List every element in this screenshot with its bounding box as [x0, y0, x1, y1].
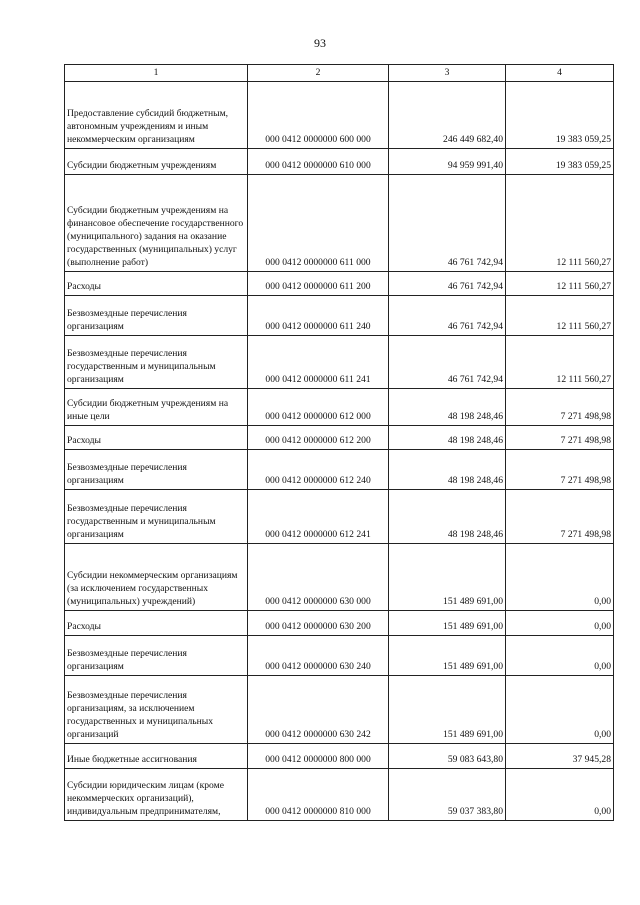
row-value-col4-cell: 12 111 560,27: [506, 296, 614, 336]
row-name-cell: Субсидии бюджетным учреждениям на иные цели: [65, 389, 248, 426]
row-code-cell: 000 0412 0000000 611 000: [248, 175, 389, 272]
row-value-col3-cell: 151 489 691,00: [389, 544, 506, 611]
table-row: [65, 272, 614, 296]
row-value-col4-cell: 12 111 560,27: [506, 272, 614, 296]
table-row: [65, 175, 614, 272]
row-value-col4-cell: 0,00: [506, 676, 614, 744]
row-code-cell: 000 0412 0000000 612 240: [248, 450, 389, 490]
header-row: [65, 65, 614, 82]
row-name-cell: Субсидии юридическим лицам (кроме некоммерческих организаций), индивидуальным предпринимателям,: [65, 769, 248, 821]
row-value-col4-cell: 7 271 498,98: [506, 389, 614, 426]
table-row: [65, 769, 614, 821]
table-row: [65, 389, 614, 426]
row-name-cell: Расходы: [65, 426, 248, 450]
row-code-cell: 000 0412 0000000 612 000: [248, 389, 389, 426]
row-code-cell: 000 0412 0000000 600 000: [248, 82, 389, 149]
row-name-cell: Субсидии некоммерческим организациям (за исключением государственных (муниципальных) учреждений): [65, 544, 248, 611]
table-row: [65, 490, 614, 544]
row-value-col3-cell: 151 489 691,00: [389, 636, 506, 676]
row-name-cell: Иные бюджетные ассигнования: [65, 744, 248, 769]
row-value-col4-cell: 12 111 560,27: [506, 175, 614, 272]
row-value-col3-cell: 59 037 383,80: [389, 769, 506, 821]
table-body: [65, 82, 614, 821]
row-value-col4-cell: 7 271 498,98: [506, 426, 614, 450]
row-value-col3-cell: 151 489 691,00: [389, 676, 506, 744]
table-row: [65, 611, 614, 636]
row-value-col4-cell: 37 945,28: [506, 744, 614, 769]
row-value-col4-cell: 0,00: [506, 611, 614, 636]
table-row: [65, 149, 614, 175]
row-value-col3-cell: 48 198 248,46: [389, 389, 506, 426]
row-name-cell: Безвозмездные перечисления организациям: [65, 450, 248, 490]
table-header: [65, 65, 614, 82]
row-code-cell: 000 0412 0000000 800 000: [248, 744, 389, 769]
table-row: [65, 82, 614, 149]
column-header: 3: [389, 65, 506, 82]
row-code-cell: 000 0412 0000000 611 200: [248, 272, 389, 296]
table-row: [65, 636, 614, 676]
table-row: [65, 450, 614, 490]
row-value-col3-cell: 48 198 248,46: [389, 490, 506, 544]
row-value-col3-cell: 48 198 248,46: [389, 450, 506, 490]
row-name-cell: Безвозмездные перечисления организациям: [65, 636, 248, 676]
table-row: [65, 426, 614, 450]
row-code-cell: 000 0412 0000000 810 000: [248, 769, 389, 821]
row-code-cell: 000 0412 0000000 630 240: [248, 636, 389, 676]
row-name-cell: Субсидии бюджетным учреждениям: [65, 149, 248, 175]
row-code-cell: 000 0412 0000000 630 000: [248, 544, 389, 611]
table-row: [65, 676, 614, 744]
row-value-col4-cell: 0,00: [506, 636, 614, 676]
budget-table: [64, 64, 614, 821]
table-row: [65, 544, 614, 611]
row-value-col4-cell: 12 111 560,27: [506, 336, 614, 389]
row-name-cell: Безвозмездные перечисления организациям: [65, 296, 248, 336]
row-name-cell: Безвозмездные перечисления государственным и муниципальным организациям: [65, 490, 248, 544]
row-value-col4-cell: 19 383 059,25: [506, 82, 614, 149]
table-row: [65, 336, 614, 389]
column-header: 2: [248, 65, 389, 82]
row-code-cell: 000 0412 0000000 630 200: [248, 611, 389, 636]
row-name-cell: Безвозмездные перечисления организациям, за исключением государственных и муниципальных организаций: [65, 676, 248, 744]
row-name-cell: Расходы: [65, 272, 248, 296]
row-value-col3-cell: 59 083 643,80: [389, 744, 506, 769]
row-name-cell: Безвозмездные перечисления государственным и муниципальным организациям: [65, 336, 248, 389]
page-number: 93: [314, 36, 326, 50]
row-code-cell: 000 0412 0000000 611 240: [248, 296, 389, 336]
row-value-col3-cell: 46 761 742,94: [389, 175, 506, 272]
row-value-col4-cell: 0,00: [506, 769, 614, 821]
column-header: 1: [65, 65, 248, 82]
table-row: [65, 296, 614, 336]
row-code-cell: 000 0412 0000000 612 241: [248, 490, 389, 544]
row-name-cell: Расходы: [65, 611, 248, 636]
row-value-col4-cell: 19 383 059,25: [506, 149, 614, 175]
row-value-col3-cell: 48 198 248,46: [389, 426, 506, 450]
row-code-cell: 000 0412 0000000 630 242: [248, 676, 389, 744]
row-code-cell: 000 0412 0000000 612 200: [248, 426, 389, 450]
row-value-col3-cell: 46 761 742,94: [389, 272, 506, 296]
row-value-col3-cell: 246 449 682,40: [389, 82, 506, 149]
row-value-col4-cell: 7 271 498,98: [506, 450, 614, 490]
row-name-cell: Предоставление субсидий бюджетным, автономным учреждениям и иным некоммерческим организациям: [65, 82, 248, 149]
row-value-col3-cell: 151 489 691,00: [389, 611, 506, 636]
column-header: 4: [506, 65, 614, 82]
table-row: [65, 744, 614, 769]
row-value-col4-cell: 7 271 498,98: [506, 490, 614, 544]
row-value-col4-cell: 0,00: [506, 544, 614, 611]
row-value-col3-cell: 94 959 991,40: [389, 149, 506, 175]
row-value-col3-cell: 46 761 742,94: [389, 336, 506, 389]
row-code-cell: 000 0412 0000000 610 000: [248, 149, 389, 175]
row-code-cell: 000 0412 0000000 611 241: [248, 336, 389, 389]
row-value-col3-cell: 46 761 742,94: [389, 296, 506, 336]
row-name-cell: Субсидии бюджетным учреждениям на финансовое обеспечение государственного (муниципального) задания на оказание государственных (муниципальных) услуг (выполнение работ): [65, 175, 248, 272]
